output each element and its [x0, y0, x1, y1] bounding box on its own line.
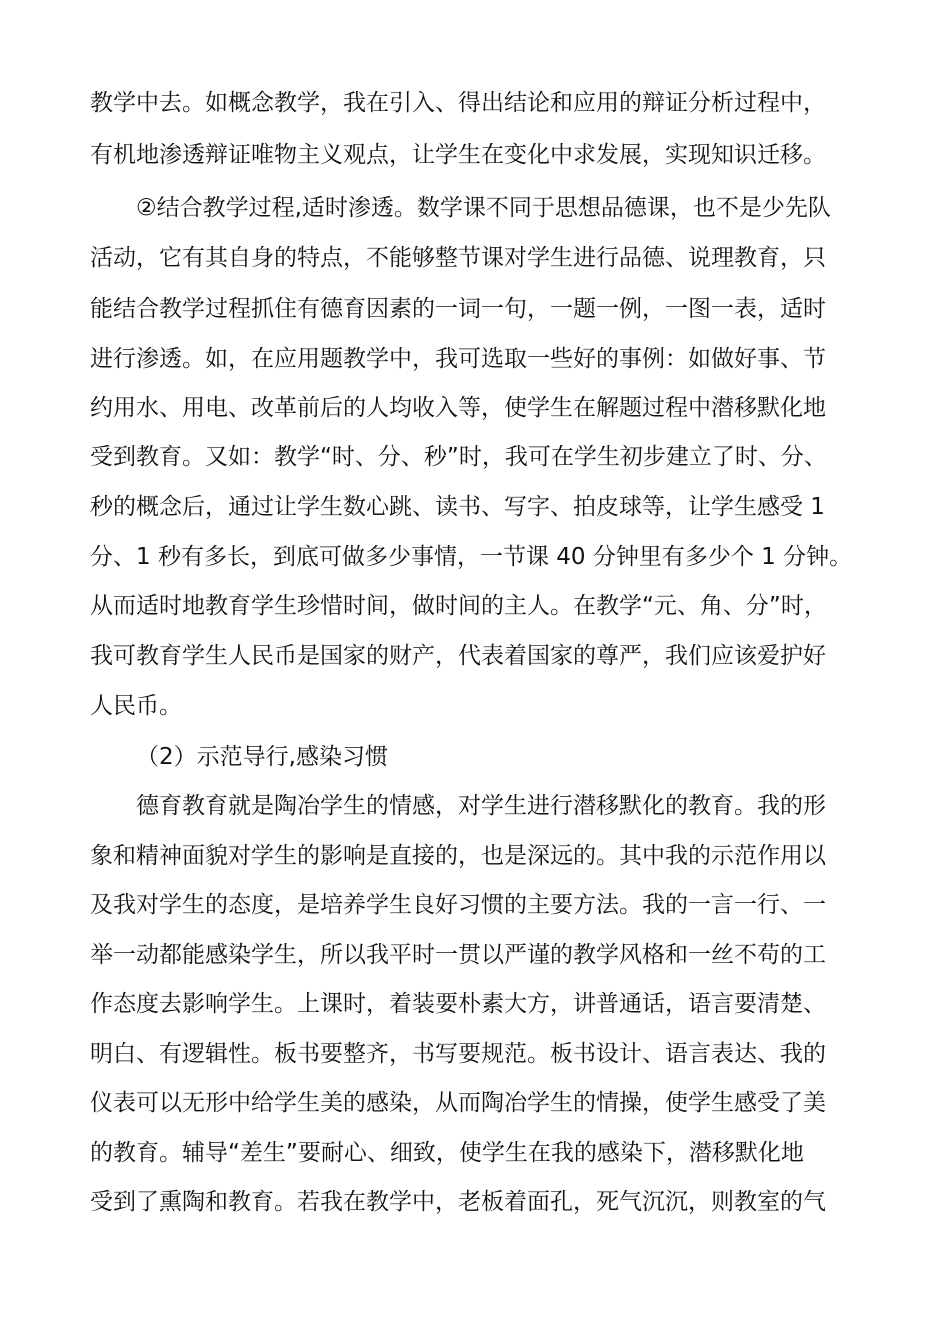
text-line: 约用水、用电、改革前后的人均收入等，使学生在解题过程中潜移默化地: [90, 395, 826, 421]
text-line: 明白、有逻辑性。板书要整齐，书写要规范。板书设计、语言表达、我的: [90, 1041, 826, 1067]
text-line: 举一动都能感染学生，所以我平时一贯以严谨的教学风格和一丝不苟的工: [90, 942, 826, 968]
text-line: 我可教育学生人民币是国家的财产，代表着国家的尊严，我们应该爱护好: [90, 643, 826, 669]
text-line: 人民币。: [90, 693, 182, 719]
text-line: 象和精神面貌对学生的影响是直接的，也是深远的。其中我的示范作用以: [90, 843, 826, 869]
text-line: 秒的概念后，通过让学生数心跳、读书、写字、拍皮球等，让学生感受 1: [90, 494, 825, 520]
text-line: 从而适时地教育学生珍惜时间，做时间的主人。在教学“元、角、分”时，: [90, 593, 827, 619]
text-line: 能结合教学过程抓住有德育因素的一词一句，一题一例，一图一表，适时: [90, 296, 826, 322]
text-line: 教学中去。如概念教学，我在引入、得出结论和应用的辩证分析过程中，: [90, 90, 826, 116]
paragraph-start-line: 德育教育就是陶冶学生的情感，对学生进行潜移默化的教育。我的形: [136, 793, 826, 819]
text-line: 及我对学生的态度，是培养学生良好习惯的主要方法。我的一言一行、一: [90, 892, 826, 918]
text-line: 受到教育。又如：教学“时、分、秒”时，我可在学生初步建立了时、分、: [90, 444, 827, 470]
text-line: 的教育。辅导“差生”要耐心、细致，使学生在我的感染下，潜移默化地: [90, 1140, 804, 1166]
paragraph-start-line: ②结合教学过程,适时渗透。数学课不同于思想品德课，也不是少先队: [136, 195, 831, 221]
text-line: 进行渗透。如，在应用题教学中，我可选取一些好的事例：如做好事、节: [90, 346, 826, 372]
text-line: 受到了熏陶和教育。若我在教学中，老板着面孔，死气沉沉，则教室的气: [90, 1189, 826, 1215]
text-line: 分、1 秒有多长，到底可做多少事情，一节课 40 分钟里有多少个 1 分钟。: [90, 544, 853, 570]
text-line: 有机地渗透辩证唯物主义观点，让学生在变化中求发展，实现知识迁移。: [90, 142, 826, 168]
text-line: 活动，它有其自身的特点，不能够整节课对学生进行品德、说理教育，只: [90, 245, 826, 271]
text-line: 作态度去影响学生。上课时，着装要朴素大方，讲普通话，语言要清楚、: [90, 991, 826, 1017]
section-heading: （2）示范导行,感染习惯: [136, 744, 388, 770]
text-line: 仪表可以无形中给学生美的感染，从而陶冶学生的情操，使学生感受了美: [90, 1090, 826, 1116]
